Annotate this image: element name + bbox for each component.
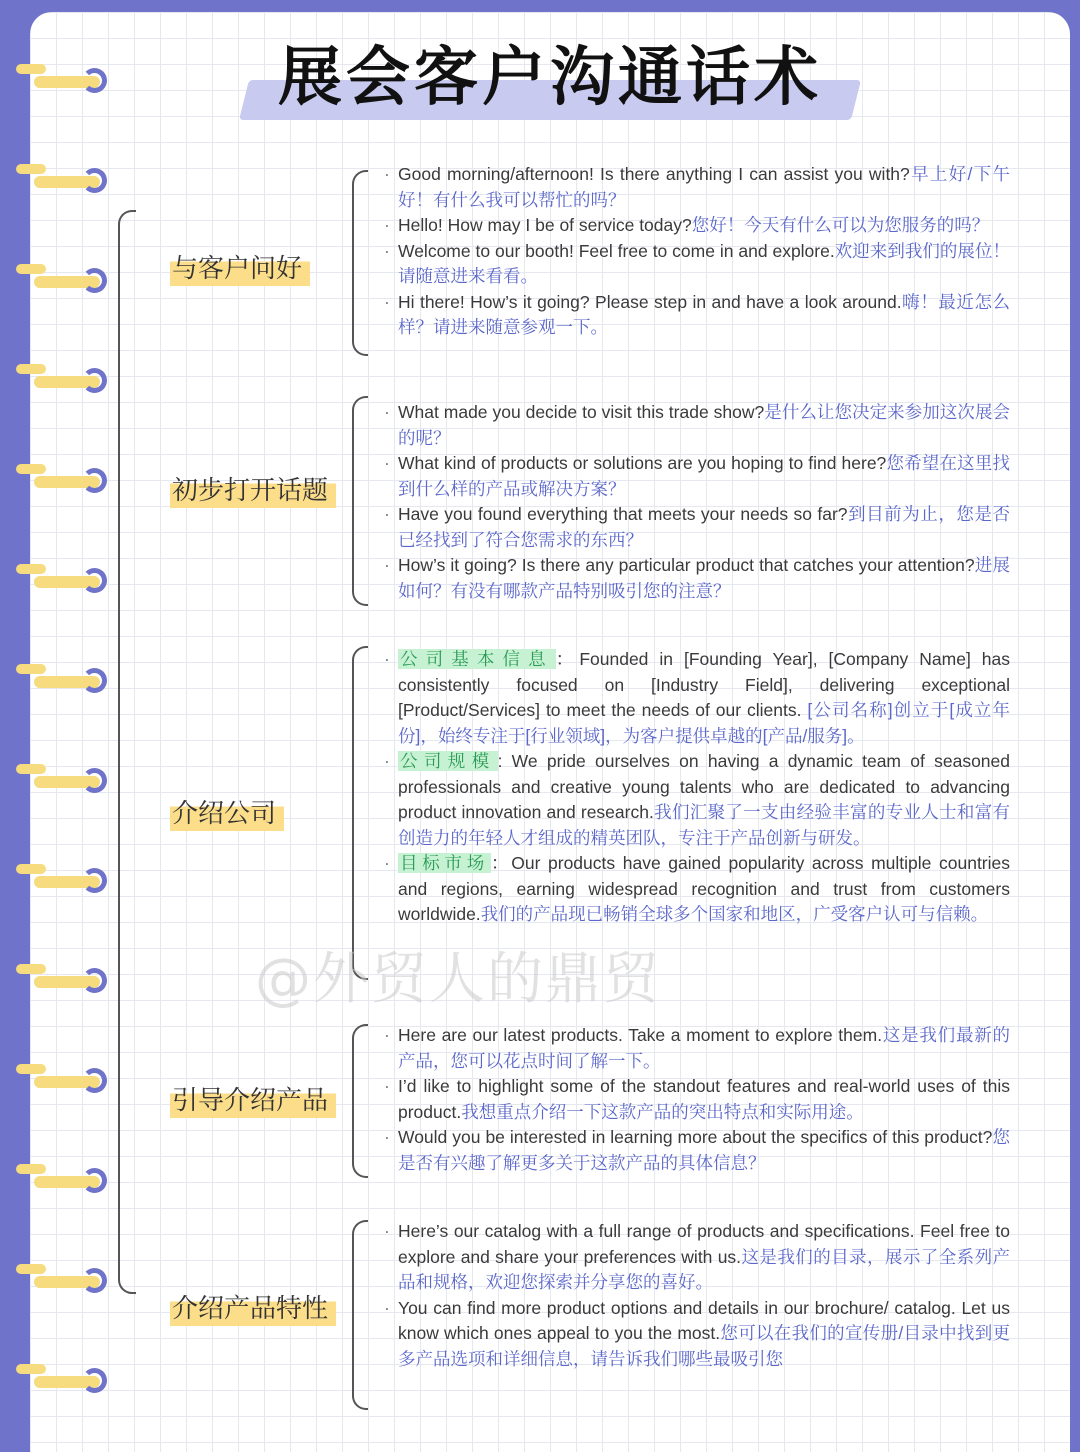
title-block — [240, 34, 860, 126]
binding-ring — [16, 662, 98, 690]
section-brace — [352, 646, 368, 980]
binding-ring — [16, 262, 98, 290]
binding-ring — [16, 462, 98, 490]
section-label-greeting: 与客户问好 — [170, 252, 310, 286]
list-item: · Here are our latest products. Take a moment to explore them.这是我们最新的产品，您可以花点时间了解一下。 — [386, 1023, 1010, 1074]
list-item: · Have you found everything that meets your needs so far?到目前为止，您是否已经找到了符合您需求的东西？ — [386, 502, 1010, 553]
section-items-company — [386, 647, 1010, 928]
list-item: · 公司规模 : We pride ourselves on having a dynamic team of seasoned professionals and creative young talents who are dedicated to advancing product innovation and research.我们汇聚了一支由经验丰富的专业人士和富有创造力的年轻人才组成的精英团队，专注于产品创新与研发。 — [386, 749, 1010, 851]
section-brace — [352, 396, 368, 606]
mindmap-spine — [118, 210, 136, 1294]
binding-ring — [16, 1262, 98, 1290]
list-item: · How’s it going? Is there any particular product that catches your attention?进展如何？有没有哪款产品特别吸引您的注意？ — [386, 553, 1010, 604]
section-items-greeting — [386, 162, 1010, 341]
section-items-product-features — [386, 1219, 1010, 1372]
list-item: · I’d like to highlight some of the standout features and real-world uses of this product.我想重点介绍一下这款产品的突出特点和实际用途。 — [386, 1074, 1010, 1125]
binding-ring — [16, 62, 98, 90]
section-items-guide-product — [386, 1023, 1010, 1176]
list-item: · You can find more product options and details in our brochure/ catalog. Let us know which ones appeal to you the most.您可以在我们的宣传册/目录中找到更多产品选项和详细信息，请告诉我们哪些最吸引您 — [386, 1296, 1010, 1373]
binding-ring — [16, 762, 98, 790]
binding-ring — [16, 1162, 98, 1190]
section-brace — [352, 1024, 368, 1178]
list-item: · Would you be interested in learning more about the specifics of this product?您是否有兴趣了解更多关于这款产品的具体信息？ — [386, 1125, 1010, 1176]
section-items-open-topic — [386, 400, 1010, 604]
keyword-highlight: 公司基本信息 — [400, 649, 554, 669]
list-item: · Welcome to our booth! Feel free to come in and explore.欢迎来到我们的展位！请随意进来看看。 — [386, 239, 1010, 290]
list-item: · 公司基本信息 ：Founded in [Founding Year], [Company Name] has consistently focused on [Industry Field], delivering exceptional [Product/Services] to meet the needs of our clients. [公司名称]创立于[成立年份]，始终专注于[行业领域]，为客户提供卓越的[产品/服务]。 — [386, 647, 1010, 749]
watermark: @外贸人的鼎贸 — [255, 947, 661, 1012]
section-label-open-topic: 初步打开话题 — [170, 474, 336, 508]
binding-ring — [16, 862, 98, 890]
section-label-company: 介绍公司 — [170, 797, 284, 831]
section-brace — [352, 1220, 368, 1410]
list-item: · Good morning/afternoon! Is there anything I can assist you with?早上好/下午好！有什么我可以帮忙的吗？ — [386, 162, 1010, 213]
list-item: · What made you decide to visit this trade show?是什么让您决定来参加这次展会的呢？ — [386, 400, 1010, 451]
list-item: · Hi there! How’s it going? Please step in and have a look around.嗨！最近怎么样？请进来随意参观一下。 — [386, 290, 1010, 341]
list-item: · What kind of products or solutions are you hoping to find here?您希望在这里找到什么样的产品或解决方案？ — [386, 451, 1010, 502]
list-item: · Here’s our catalog with a full range of products and specifications. Feel free to explore and share your preferences with us.这是我们的目录，展示了全系列产品和规格，欢迎您探索并分享您的喜好。 — [386, 1219, 1010, 1296]
section-label-guide-product: 引导介绍产品 — [170, 1084, 336, 1118]
binding-ring — [16, 962, 98, 990]
binding-ring — [16, 162, 98, 190]
binding-ring — [16, 1362, 98, 1390]
binding-ring — [16, 362, 98, 390]
list-item: · Hello! How may I be of service today?您好！今天有什么可以为您服务的吗？ — [386, 213, 1010, 239]
section-brace — [352, 170, 368, 356]
list-item: · 目标市场 ：Our products have gained popularity across multiple countries and regions, earning widespread recognition and trust from customers worldwide.我们的产品现已畅销全球多个国家和地区，广受客户认可与信赖。 — [386, 851, 1010, 928]
keyword-highlight: 公司规模 — [400, 751, 496, 771]
section-label-product-features: 介绍产品特性 — [170, 1292, 336, 1326]
binding-ring — [16, 1062, 98, 1090]
keyword-highlight: 目标市场 — [400, 853, 489, 873]
binding-ring — [16, 562, 98, 590]
page-title: 展会客户沟通话术 — [278, 41, 822, 115]
